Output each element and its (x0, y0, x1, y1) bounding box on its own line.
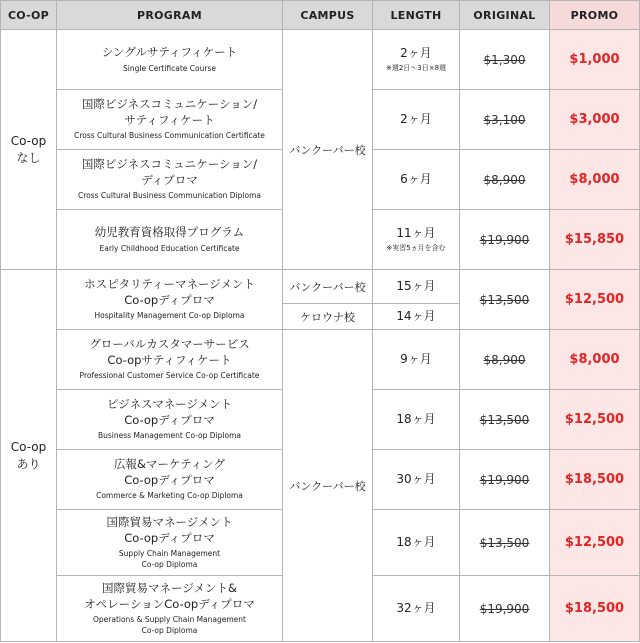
program-jp: ホスピタリティーマネージメント Co-opディプロマ (84, 277, 255, 307)
campus-cell: バンクーバー校 (283, 30, 373, 270)
program-en: Operations & Supply Chain Management Co-op Diploma (92, 615, 246, 635)
original-price: $13,500 (460, 510, 550, 576)
program-cell (57, 210, 283, 270)
promo-price: $18,500 (550, 576, 640, 642)
promo-price: $8,000 (550, 150, 640, 210)
original-price: $8,900 (460, 150, 550, 210)
program-jp: 国際ビジネスコミュニケーション/ サティフィケート (81, 97, 258, 127)
table-row (1, 270, 640, 304)
program-jp: 国際ビジネスコミュニケーション/ ディプロマ (81, 157, 258, 187)
program-en: Business Management Co-op Diploma (98, 431, 241, 441)
length-cell: 30ヶ月 (373, 450, 460, 510)
program-jp: シングルサティフィケート (101, 45, 238, 60)
program-jp: 国際貿易マネージメント& オペレーションCo-opディプロマ (84, 581, 255, 611)
original-price: $3,100 (460, 90, 550, 150)
program-cell (57, 576, 283, 642)
length-note: ※週2日〜3日×8週 (385, 63, 447, 72)
program-en: Cross Cultural Business Communication Diploma (77, 191, 261, 201)
header-row (1, 1, 640, 30)
promo-price: $1,000 (550, 30, 640, 90)
length-cell: 2ヶ月 ※週2日〜3日×8週 (373, 30, 460, 90)
original-price: $1,300 (460, 30, 550, 90)
program-cell (57, 90, 283, 150)
campus-cell: ケロウナ校 (283, 304, 373, 330)
program-jp: 幼児教育資格取得プログラム (94, 225, 245, 240)
original-price: $13,500 (460, 390, 550, 450)
program-en: Cross Cultural Business Communication Certificate (74, 131, 265, 141)
promo-price: $18,500 (550, 450, 640, 510)
campus-cell: バンクーバー校 (283, 330, 373, 642)
program-en: Hospitality Management Co-op Diploma (94, 311, 245, 321)
header-original: ORIGINAL (460, 1, 550, 30)
program-cell (57, 270, 283, 330)
length-note: ※実習5ヵ月を含む (386, 243, 446, 252)
group-no-coop: Co-op なし (1, 30, 57, 270)
original-price: $13,500 (460, 270, 550, 330)
promo-price: $3,000 (550, 90, 640, 150)
program-en: Single Certificate Course (123, 63, 216, 73)
program-cell (57, 30, 283, 90)
program-cell (57, 150, 283, 210)
program-en: Early Childhood Education Certificate (99, 243, 240, 253)
program-en: Commerce & Marketing Co-op Diploma (96, 491, 243, 501)
table-row (1, 30, 640, 90)
program-en: Professional Customer Service Co-op Certificate (79, 371, 260, 381)
promo-price: $12,500 (550, 510, 640, 576)
length-cell: 32ヶ月 (373, 576, 460, 642)
original-price: $19,900 (460, 450, 550, 510)
length-cell: 14ヶ月 (373, 304, 460, 330)
program-jp: ビジネスマネージメント Co-opディプロマ (106, 397, 233, 427)
program-en: Supply Chain Management Co-op Diploma (118, 549, 221, 569)
program-cell (57, 390, 283, 450)
promo-price: $12,500 (550, 270, 640, 330)
program-cell (57, 510, 283, 576)
length-cell: 9ヶ月 (373, 330, 460, 390)
program-jp: 広報&マーケティング Co-opディプロマ (113, 457, 226, 487)
length-cell: 15ヶ月 (373, 270, 460, 304)
table-row (1, 330, 640, 390)
group-with-coop: Co-op あり (1, 270, 57, 642)
original-price: $19,900 (460, 576, 550, 642)
promo-price: $15,850 (550, 210, 640, 270)
header-length: LENGTH (373, 1, 460, 30)
header-coop: CO-OP (1, 1, 57, 30)
header-promo: PROMO (550, 1, 640, 30)
original-price: $8,900 (460, 330, 550, 390)
promo-price: $12,500 (550, 390, 640, 450)
program-jp: グローバルカスタマーサービス Co-opサティフィケート (89, 337, 250, 367)
length-cell: 2ヶ月 (373, 90, 460, 150)
length-cell: 11ヶ月 ※実習5ヵ月を含む (373, 210, 460, 270)
length-cell: 6ヶ月 (373, 150, 460, 210)
program-cell (57, 330, 283, 390)
original-price: $19,900 (460, 210, 550, 270)
length-cell: 18ヶ月 (373, 510, 460, 576)
length-cell: 18ヶ月 (373, 390, 460, 450)
program-cell (57, 450, 283, 510)
header-program: PROGRAM (57, 1, 283, 30)
campus-cell: バンクーバー校 (283, 270, 373, 304)
promo-price: $8,000 (550, 330, 640, 390)
header-campus: CAMPUS (283, 1, 373, 30)
program-jp: 国際貿易マネージメント Co-opディプロマ (106, 515, 233, 545)
